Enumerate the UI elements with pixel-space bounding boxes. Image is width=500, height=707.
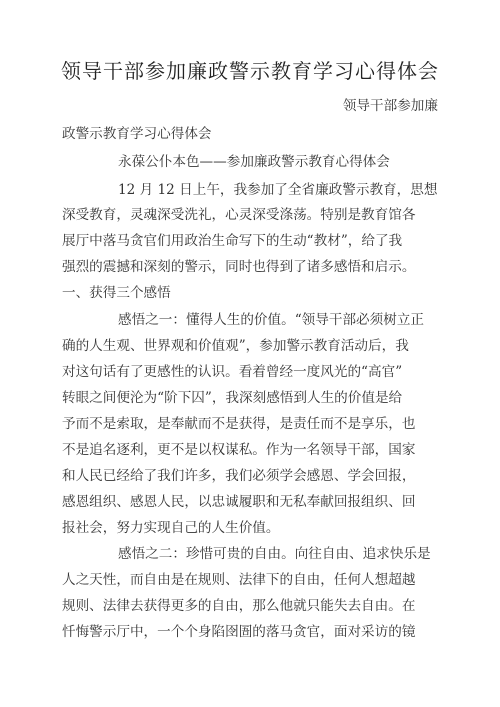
section-heading: 一、获得三个感悟 bbox=[62, 285, 171, 301]
body-line: 和人民已经给了我们许多，我们必须学会感恩、学会回报， bbox=[62, 468, 416, 484]
body-line: 对这句话有了更感性的认识。看着曾经一度风光的“高官” bbox=[62, 364, 403, 380]
body-line: 报社会，努力实现自己的人生价值。 bbox=[62, 520, 280, 536]
body-line: 展厅中落马贪官们用政治生命写下的生动“教材”，给了我 bbox=[62, 233, 403, 249]
body-line: 强烈的震撼和深刻的警示，同时也得到了诸多感悟和启示。 bbox=[62, 259, 416, 275]
byline-line-1: 领导干部参加廉 bbox=[342, 98, 438, 114]
document-title: 领导干部参加廉政警示教育学习心得体会 bbox=[61, 59, 439, 83]
body-line: 感悟之一：懂得人生的价值。“领导干部必须树立正 bbox=[118, 312, 425, 328]
body-line: 确的人生观、世界观和价值观”，参加警示教育活动后，我 bbox=[62, 338, 409, 354]
body-line: 转眼之间便沦为“阶下囚”，我深刻感悟到人生的价值是给 bbox=[62, 390, 403, 406]
body-line: 感恩组织、感恩人民，以忠诚履职和无私奉献回报组织、回 bbox=[62, 494, 416, 510]
body-line: 规则、法律去获得更多的自由，那么他就只能失去自由。在 bbox=[62, 598, 416, 614]
body-line: 人之天性，而自由是在规则、法律下的自由，任何人想超越 bbox=[62, 572, 416, 588]
byline-line-2: 政警示教育学习心得体会 bbox=[62, 126, 212, 142]
body-line: 予而不是索取，是奉献而不是获得，是责任而不是享乐，也 bbox=[62, 416, 416, 432]
body-line: 感悟之二：珍惜可贵的自由。向往自由、追求快乐是 bbox=[118, 546, 431, 562]
body-line: 12 月 12 日上午，我参加了全省廉政警示教育，思想 bbox=[118, 182, 438, 198]
body-line: 不是追名逐利，更不是以权谋私。作为一名领导干部，国家 bbox=[62, 442, 416, 458]
subtitle: 永葆公仆本色——参加廉政警示教育心得体会 bbox=[118, 154, 390, 170]
body-line: 忏悔警示厅中，一个个身陷囹圄的落马贪官，面对采访的镜 bbox=[62, 624, 416, 640]
body-line: 深受教育，灵魂深受洗礼，心灵深受涤荡。特别是教育馆各 bbox=[62, 207, 416, 223]
